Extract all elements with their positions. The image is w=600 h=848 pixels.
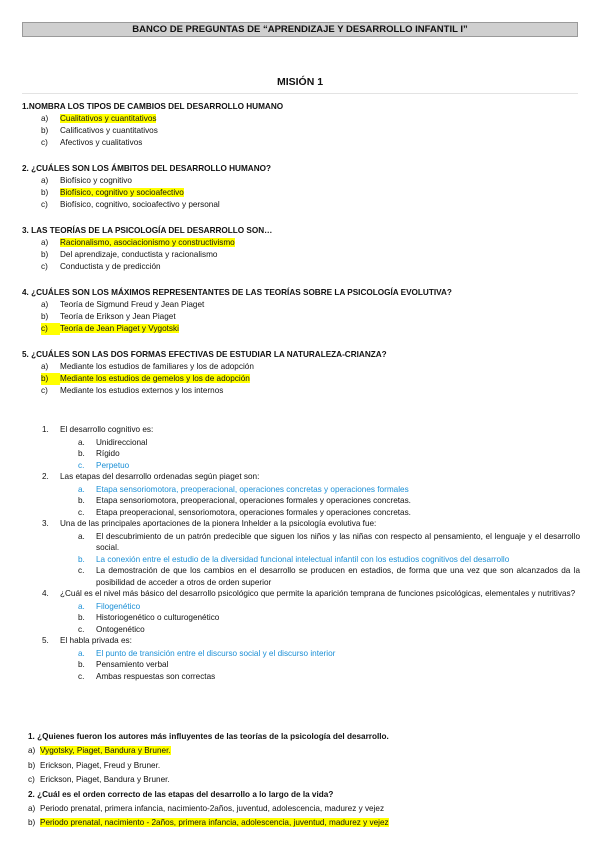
answer-option: c) Erickson, Piaget, Bandura y Bruner.: [28, 775, 170, 784]
answer-option: b) Calificativos y cuantitativos: [41, 126, 158, 135]
answer-option: c) Afectivos y cualitativos: [41, 138, 143, 147]
document-header: BANCO DE PREGUNTAS DE “APRENDIZAJE Y DESARROLLO INFANTIL I”: [22, 22, 578, 37]
question-block: [22, 287, 582, 335]
answer-option: c) Biofísico, cognitivo, socioafectivo y personal: [41, 200, 220, 209]
answer-option: b) Biofísico, cognitivo y socioafectivo: [41, 188, 184, 197]
question-block: [22, 163, 582, 211]
question-title: 2. ¿CUÁLES SON LOS ÁMBITOS DEL DESARROLLO HUMANO?: [22, 164, 271, 173]
answer-option: b. Pensamiento verbal: [78, 660, 169, 669]
numbered-question-list: [22, 424, 580, 682]
answer-option: a) Teoría de Sigmund Freud y Jean Piaget: [41, 300, 205, 309]
answer-option: c. La demostración de que los cambios en el desarrollo se producen en estadios, de forma que una vez que son alcanzados da la posibilidad de acceder a otros de orden superior: [78, 566, 580, 587]
answer-option: a) Racionalismo, asociacionismo y constructivismo: [41, 238, 235, 247]
question-title: 1. ¿Quienes fueron los autores más influyentes de las teorías de la psicología del desarrollo.: [28, 732, 389, 741]
question-title: 2. Las etapas del desarrollo ordenadas según piaget son:: [42, 472, 260, 481]
question-title: 1.NOMBRA LOS TIPOS DE CAMBIOS DEL DESARROLLO HUMANO: [22, 102, 284, 111]
answer-option: b) Del aprendizaje, conductista y racionalismo: [41, 250, 218, 259]
question-title: 3. Una de las principales aportaciones de la pionera Inhelder a la psicología evolutiva fue:: [42, 519, 377, 528]
answer-option: b. Etapa sensoriomotora, preoperacional, operaciones formales y operaciones concretas.: [78, 496, 411, 505]
answer-option: a) Biofísico y cognitivo: [41, 176, 132, 185]
answer-option: a. Filogenético: [78, 601, 141, 611]
answer-option: b. Historiogenético o culturogenético: [78, 613, 220, 622]
answer-option: a) Cualitativos y cuantitativos: [41, 114, 157, 123]
question-title: 4. ¿CUÁLES SON LOS MÁXIMOS REPRESENTANTES DE LAS TEORÍAS SOBRE LA PSICOLOGÍA EVOLUTIVA?: [22, 288, 452, 297]
answer-option: c. Perpetuo: [78, 460, 130, 470]
answer-option: a. El punto de transición entre el discurso social y el discurso interior: [78, 648, 336, 658]
answer-option: c. Ontogenético: [78, 624, 145, 634]
answer-option: b) Periodo prenatal, nacimiento - 2años, primera infancia, adolescencia, juventud, madurez y vejez: [28, 818, 389, 827]
answer-option: a. El descubrimiento de un patrón predecible que siguen los niños y las niñas con respecto al pensamiento, el lenguaje y el desarrollo social.: [78, 531, 580, 552]
answer-option: c. Ambas respuestas son correctas: [78, 671, 216, 681]
section-title: MISIÓN 1: [276, 76, 324, 88]
answer-option: c) Teoría de Jean Piaget y Vygotski: [41, 324, 179, 333]
answer-option: a) Vygotsky, Piaget, Bandura y Bruner.: [28, 746, 171, 755]
final-question-block: [22, 730, 582, 831]
question-block: [22, 101, 582, 149]
question-title: 4. ¿Cuál es el nivel más básico del desarrollo psicológico que permite la aparición temprana de funciones psicológicas, elementales y nutritivas?: [42, 589, 576, 598]
answer-option: b. Rígido: [78, 449, 120, 458]
answer-option: b) Mediante los estudios de gemelos y los de adopción: [41, 374, 250, 383]
question-title: 2. ¿Cuál es el orden correcto de las etapas del desarrollo a lo largo de la vida?: [28, 789, 334, 799]
question-title: 1. El desarrollo cognitivo es:: [42, 425, 154, 434]
answer-option: a) Mediante los estudios de familiares y los de adopción: [41, 362, 254, 371]
question-block: [22, 225, 582, 273]
answer-option: a) Periodo prenatal, primera infancia, nacimiento-2años, juventud, adolescencia, madurez y vejez: [28, 803, 385, 813]
answer-option: c) Mediante los estudios externos y los internos: [41, 386, 224, 395]
answer-option: c) Conductista y de predicción: [41, 262, 161, 271]
question-title: 5. ¿CUÁLES SON LAS DOS FORMAS EFECTIVAS DE ESTUDIAR LA NATURALEZA-CRIANZA?: [22, 350, 387, 359]
answer-option: b) Teoría de Erikson y Jean Piaget: [41, 312, 176, 321]
answer-option: a. Etapa sensoriomotora, preoperacional, operaciones concretas y operaciones formales: [78, 484, 409, 494]
question-title: 5. El habla privada es:: [42, 636, 132, 645]
divider: [22, 93, 578, 94]
answer-option: b. La conexión entre el estudio de la diversidad funcional intelectual infantil con los estudios cognitivos del desarrollo: [78, 554, 510, 564]
question-block: [22, 349, 582, 397]
question-title: 3. LAS TEORÍAS DE LA PSICOLOGÍA DEL DESARROLLO SON…: [22, 226, 273, 235]
answer-option: a. Unidireccional: [78, 437, 148, 447]
answer-option: c. Etapa preoperacional, sensoriomotora, operaciones formales y operaciones concretas.: [78, 507, 411, 517]
answer-option: b) Erickson, Piaget, Freud y Bruner.: [28, 760, 161, 770]
